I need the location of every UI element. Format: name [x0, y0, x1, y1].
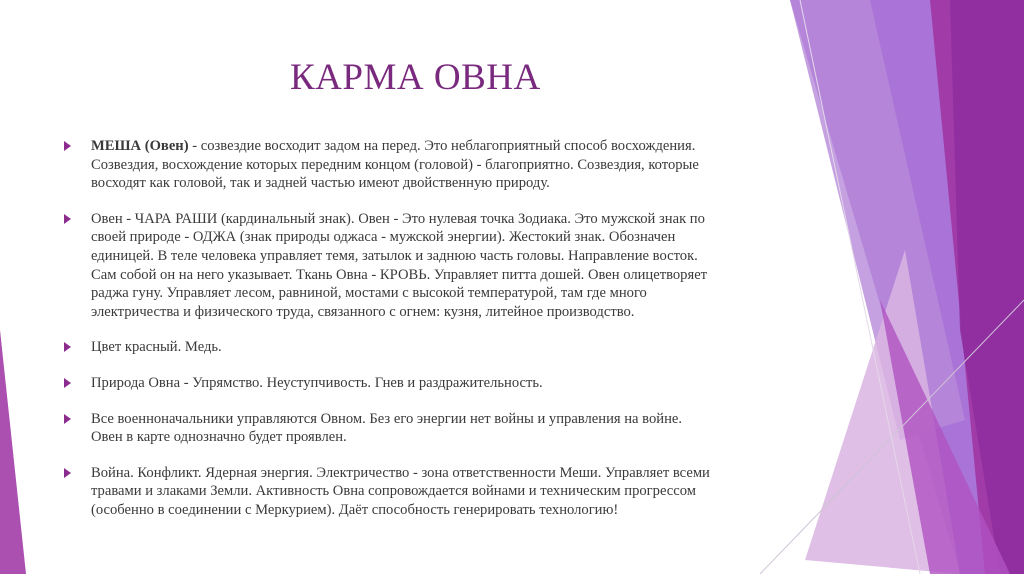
slide-title: КАРМА ОВНА	[290, 57, 541, 98]
bullet-text: Овен в карте однозначно будет проявлен.	[91, 429, 347, 446]
bullet-text: Овен - ЧАРА РАШИ (кардинальный знак). Овен - Это нулевая точка Зодиака. Это мужской знак по	[91, 210, 705, 227]
bullet-text: Война. Конфликт. Ядерная энергия. Электричество - зона ответственности Меши. Управляет всеми	[91, 464, 710, 481]
bullet-text: Все военноначальники управляются Овном. Без его энергии нет войны и управления на войне.	[91, 410, 683, 427]
bullet-item	[64, 338, 784, 357]
bullet-text: восходят как головой, так и задней частью имеют двойственную природу.	[91, 175, 550, 192]
bullet-list	[64, 137, 784, 537]
triangle-bullet-icon	[64, 468, 71, 478]
bullet-text: единицей. В теле человека управляет темя, затылок и заднюю часть головы. Направление восток.	[91, 247, 698, 264]
bullet-item	[64, 137, 784, 193]
bold-term: МЕША (Овен)	[91, 138, 189, 154]
left-purple-triangle	[0, 330, 26, 574]
bullet-text: раджа гуну. Управляет лесом, равниной, мостами с высокой температурой, там где много	[91, 285, 647, 302]
bullet-text: - созвездие восходит задом на перед. Это неблагоприятный способ восхождения.	[188, 138, 696, 154]
bullet-item	[64, 464, 784, 520]
triangle-bullet-icon	[64, 414, 71, 424]
bullet-text: Сам собой он на него указывает. Ткань Овна - КРОВЬ. Управляет питта дошей. Овен олицетворяет	[91, 266, 708, 283]
bullet-text: Цвет красный. Медь.	[91, 339, 222, 356]
bullet-line	[91, 137, 784, 156]
bullet-text: своей природе - ОДЖА (знак природы оджаса - мужской энергии). Жестокий знак. Обозначен	[91, 229, 676, 246]
triangle-bullet-icon	[64, 214, 71, 224]
bullet-text: электричества и физического труда, связанного с огнем: кузня, литейное производство.	[91, 303, 635, 320]
bullet-item	[64, 210, 784, 322]
bullet-item	[64, 374, 784, 393]
bullet-item	[64, 410, 784, 447]
triangle-bullet-icon	[64, 141, 71, 151]
bullet-text: (особенно в соединении с Меркурием). Даёт способность генерировать технологию!	[91, 501, 619, 518]
triangle-bullet-icon	[64, 378, 71, 388]
bullet-text: травами и злаками Земли. Активность Овна сопровождается войнами и техническим прогрессом	[91, 483, 696, 500]
triangle-bullet-icon	[64, 342, 71, 352]
bullet-text: Созвездия, восхождение которых передним концом (головой) - благоприятно. Созвездия, которые	[91, 156, 699, 173]
bullet-text: Природа Овна - Упрямство. Неуступчивость. Гнев и раздражительность.	[91, 374, 543, 391]
